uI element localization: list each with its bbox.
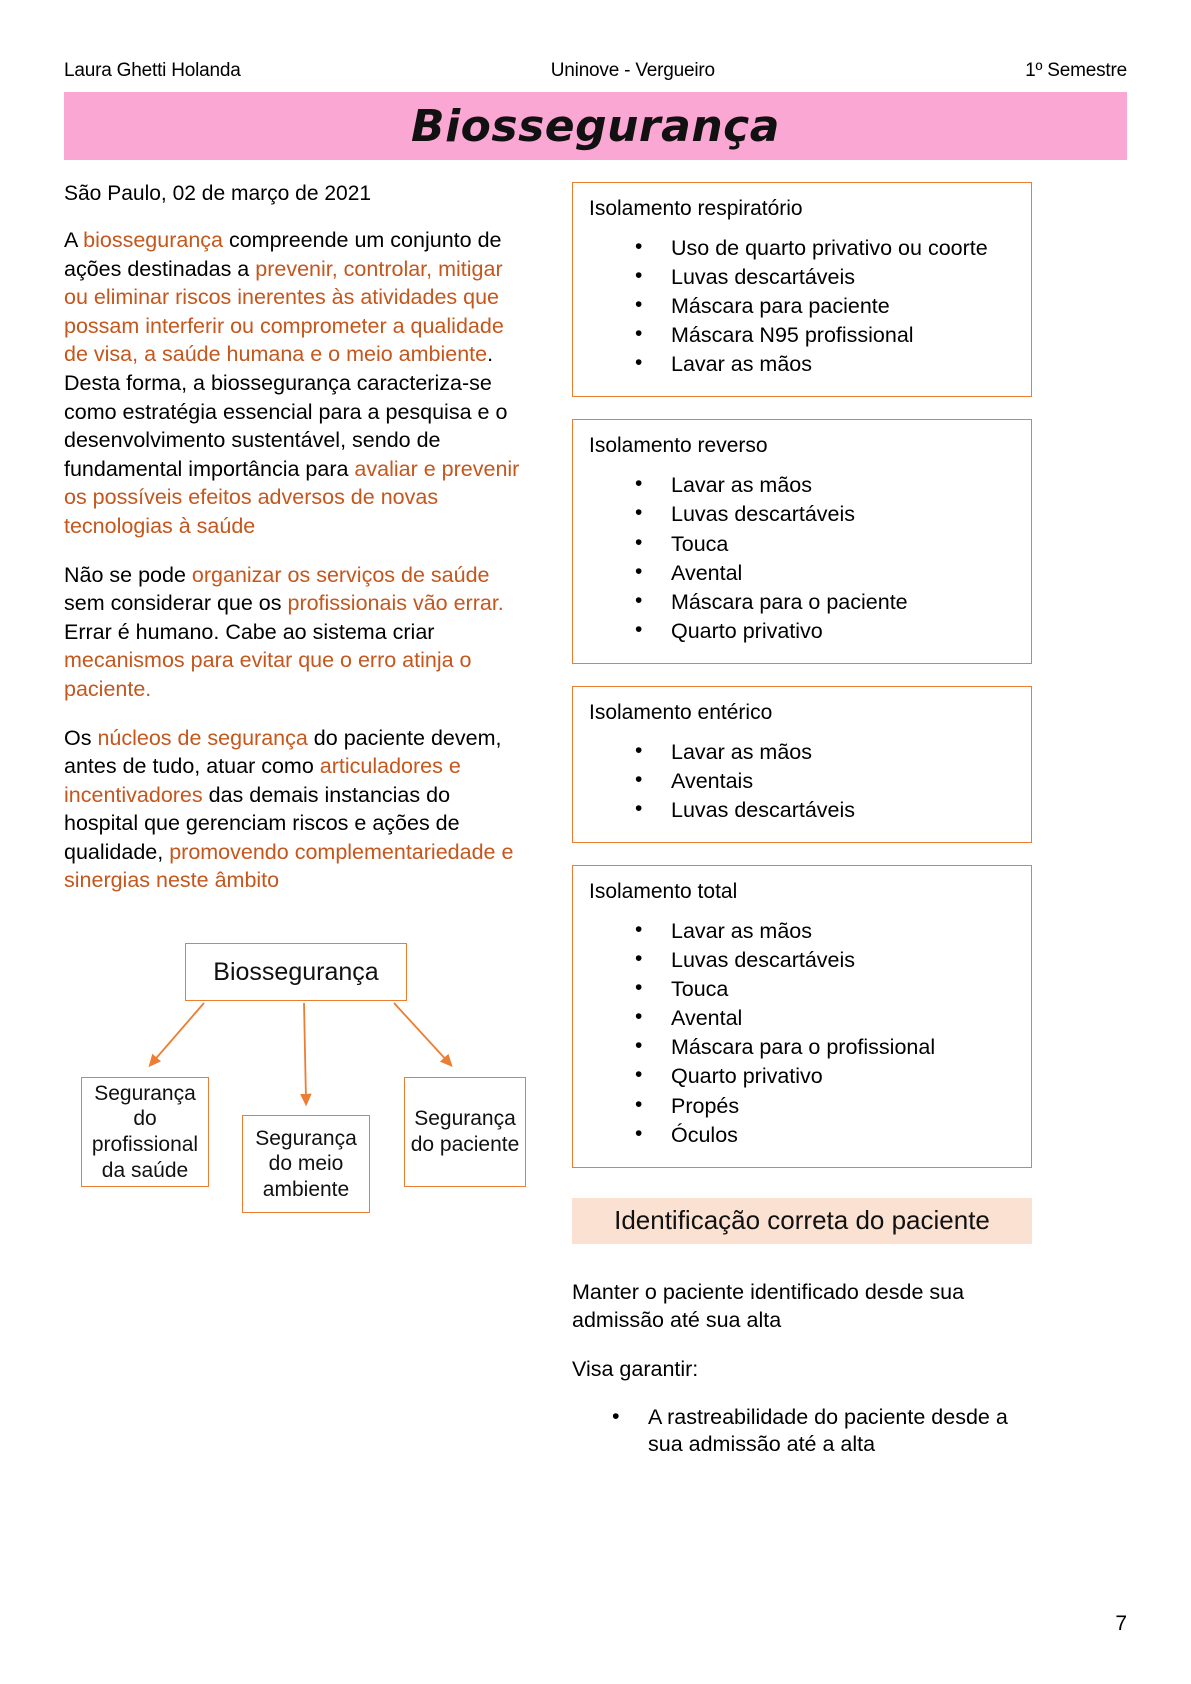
- right-column: [572, 182, 1032, 1459]
- list-item: • Lavar as mãos: [635, 918, 1015, 945]
- list-item: • Máscara N95 profissional: [635, 322, 1015, 349]
- isolation-box-title: Isolamento reverso: [589, 434, 768, 458]
- paragraph-visa-garantir: Visa garantir:: [572, 1356, 699, 1381]
- isolation-box-title: Isolamento entérico: [589, 700, 773, 724]
- p2-seg6-highlight: mecanismos para evitar que o erro atinja o paciente.: [64, 648, 472, 701]
- p2-seg4-highlight: profissionais vão errar.: [287, 591, 504, 616]
- page-title: Biossegurança: [411, 100, 780, 152]
- list-item: • Avental: [635, 560, 1015, 587]
- isolation-item-list: [589, 739, 1015, 824]
- isolation-box-title: Isolamento respiratório: [589, 197, 803, 220]
- connector-left: [152, 1003, 204, 1063]
- list-item: • Óculos: [635, 1122, 1015, 1149]
- list-item: • Luvas descartáveis: [635, 947, 1015, 974]
- paragraph-manter-paciente: Manter o paciente identificado desde sua admissão até sua alta: [572, 1279, 965, 1333]
- section-banner-identificacao: [572, 1198, 1032, 1244]
- p3-seg1: Os: [64, 725, 98, 750]
- connector-center: [304, 1003, 306, 1101]
- p1-seg3: compreende um conjunto de ações destinadas a: [64, 228, 502, 281]
- header-semester: 1º Semestre: [1025, 60, 1127, 81]
- list-item: • A rastreabilidade do paciente desde a sua admissão até a alta: [612, 1404, 1032, 1460]
- list-item: • Lavar as mãos: [635, 739, 1015, 766]
- paragraph-servicos-saude: [64, 561, 524, 704]
- p3-seg4-highlight: articuladores e incentivadores: [64, 754, 461, 807]
- list-item: • Luvas descartáveis: [635, 797, 1015, 824]
- date-line: São Paulo, 02 de março de 2021: [64, 182, 372, 205]
- p1-seg6-highlight: avaliar e prevenir os possíveis efeitos adversos de novas tecnologias à saúde: [64, 456, 520, 538]
- p1-seg5: . Desta forma, a biossegurança caracteriza-se como estratégia essencial para a pesquisa e o desenvolvimento sustentável, sendo de fundamental importância para: [64, 342, 508, 481]
- biosseguranca-mindmap: [64, 937, 524, 1237]
- list-item: • Quarto privativo: [635, 618, 1015, 645]
- list-item: • Touca: [635, 531, 1015, 558]
- document-header: [64, 0, 1127, 82]
- page-number: 7: [1115, 1612, 1127, 1635]
- isolation-item-list: [589, 918, 1015, 1149]
- list-item: • Lavar as mãos: [635, 351, 1015, 378]
- left-column: [64, 182, 524, 1459]
- p1-seg1: A: [64, 228, 84, 252]
- isolation-box-total: [572, 865, 1032, 1168]
- p1-seg4-highlight: prevenir, controlar, mitigar ou eliminar riscos inerentes às atividades que possam interferir ou comprometer a qualidade de visa, a saúde humana e o meio ambiente: [64, 256, 504, 367]
- header-author: Laura Ghetti Holanda: [64, 60, 241, 81]
- banner-title: Identificação correta do paciente: [614, 1205, 990, 1236]
- paragraph-biosseguranca: [64, 226, 524, 541]
- list-item: • Máscara para o profissional: [635, 1034, 1015, 1061]
- isolation-box-reverso: [572, 419, 1032, 663]
- list-item: • Luvas descartáveis: [635, 501, 1015, 528]
- header-institution: Uninove - Vergueiro: [550, 60, 715, 81]
- mindmap-node-meio-ambiente: Segurança do meio ambiente: [242, 1115, 370, 1213]
- content-columns: [64, 182, 1127, 1459]
- isolation-box-enterico: [572, 686, 1032, 843]
- isolation-item-list: [589, 472, 1015, 644]
- list-item: • Máscara para paciente: [635, 293, 1015, 320]
- mindmap-node-profissional-saude: Segurança do profissional da saúde: [81, 1077, 209, 1187]
- isolation-box-respiratorio: [572, 182, 1032, 397]
- mindmap-node-paciente: Segurança do paciente: [404, 1077, 526, 1187]
- list-item: • Aventais: [635, 768, 1015, 795]
- p1-seg2-highlight: biossegurança: [83, 228, 223, 252]
- p3-seg6-highlight: promovendo complementariedade e sinergias neste âmbito: [64, 839, 514, 893]
- visa-garantir-list: [572, 1404, 1032, 1460]
- title-banner: [64, 92, 1127, 160]
- list-item: • Touca: [635, 976, 1015, 1003]
- p3-seg5: das demais instancias do hospital que gerenciam riscos e ações de qualidade,: [64, 782, 460, 864]
- isolation-box-title: Isolamento total: [589, 880, 738, 904]
- p2-seg1: Não se pode: [64, 562, 192, 587]
- p2-seg5: Errar é humano. Cabe ao sistema criar: [64, 619, 435, 644]
- mindmap-root-node: Biossegurança: [185, 943, 407, 1001]
- connector-right: [394, 1003, 449, 1063]
- list-item: • Lavar as mãos: [635, 472, 1015, 499]
- p3-seg3: do paciente devem, antes de tudo, atuar como: [64, 725, 502, 779]
- p2-seg3: sem considerar que os: [64, 591, 288, 616]
- p3-seg2-highlight: núcleos de segurança: [97, 725, 308, 750]
- list-item: • Propés: [635, 1093, 1015, 1120]
- paragraph-nucleos-seguranca: [64, 724, 524, 896]
- list-item: • Uso de quarto privativo ou coorte: [635, 235, 1015, 262]
- list-item: • Máscara para o paciente: [635, 589, 1015, 616]
- list-item: • Quarto privativo: [635, 1063, 1015, 1090]
- list-item: • Luvas descartáveis: [635, 264, 1015, 291]
- isolation-item-list: [589, 235, 1015, 378]
- list-item: • Avental: [635, 1005, 1015, 1032]
- p2-seg2-highlight: organizar os serviços de saúde: [191, 562, 490, 587]
